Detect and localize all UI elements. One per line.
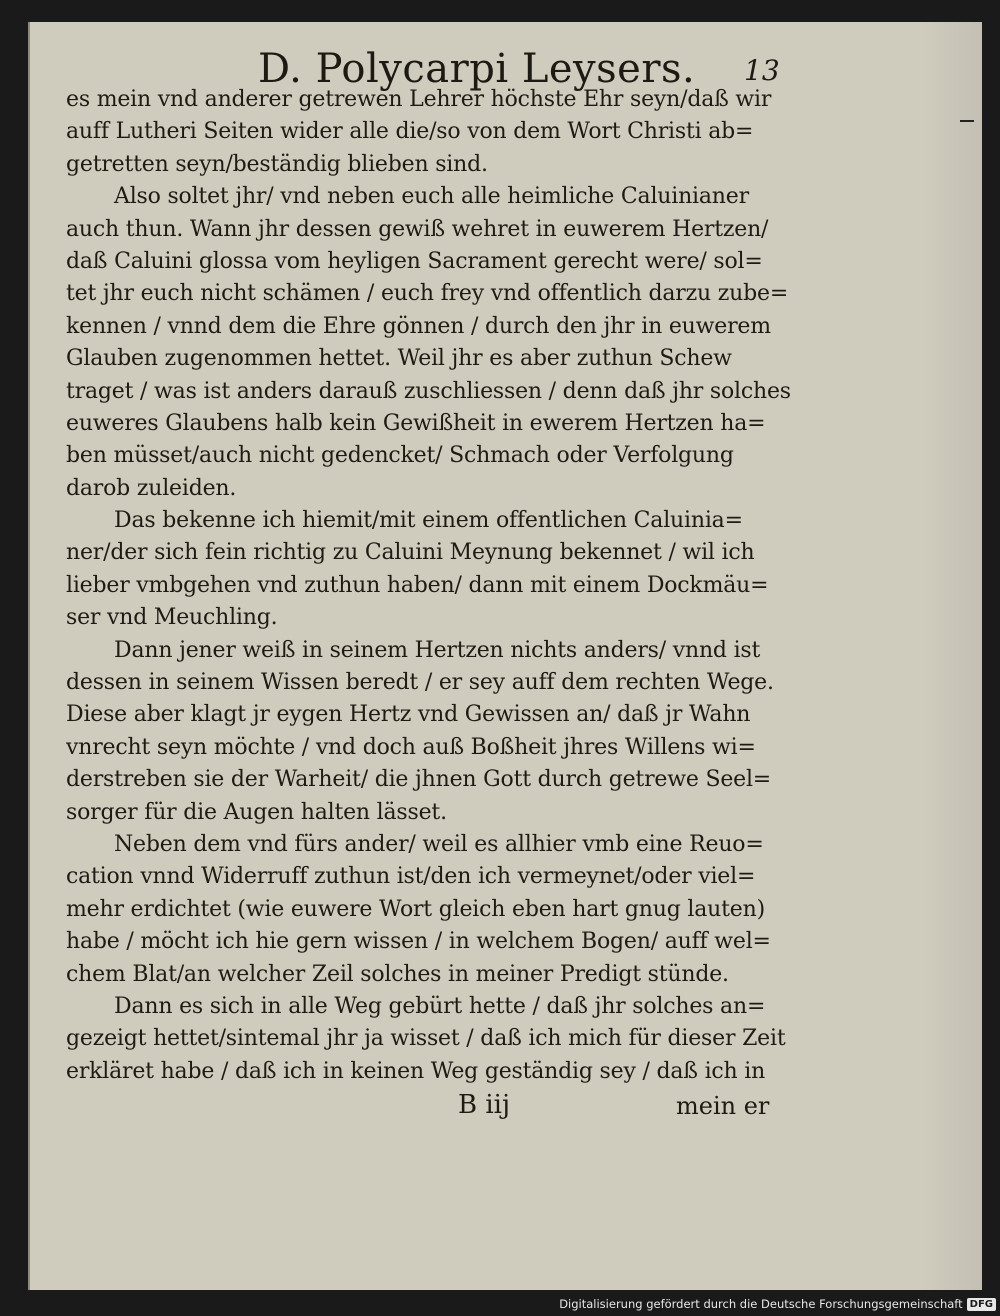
text-line: derstreben sie der Warheit/ die jhnen Gott durch getrewe Seel= <box>66 767 772 793</box>
book-page <box>28 22 982 1290</box>
page-footer <box>30 1090 830 1130</box>
text-line: chem Blat/an welcher Zeil solches in meiner Predigt stünde. <box>66 961 729 987</box>
text-line: darob zuleiden. <box>66 475 237 501</box>
credit-text: Digitalisierung gefördert durch die Deutsche Forschungsgemeinschaft <box>559 1297 963 1311</box>
text-line: es mein vnd anderer getrewen Lehrer höchste Ehr seyn/daß wir <box>66 87 772 112</box>
signature-mark: B iij <box>458 1090 511 1120</box>
page-shading <box>922 22 982 1290</box>
text-line: Neben dem vnd fürs ander/ weil es allhier vmb eine Reuo= <box>114 831 764 857</box>
text-line: euweres Glaubens halb kein Gewißheit in ewerem Hertzen ha= <box>66 410 766 436</box>
margin-mark <box>960 120 974 122</box>
page-number: 13 <box>744 54 780 87</box>
body-text <box>66 84 806 1088</box>
text-line: kennen / vnnd dem die Ehre gönnen / durch den jhr in euwerem <box>66 313 771 339</box>
text-line: Also soltet jhr/ vnd neben euch alle heimliche Caluinianer <box>114 184 749 210</box>
text-line: lieber vmbgehen vnd zuthun haben/ dann mit einem Dockmäu= <box>66 572 769 598</box>
text-line: cation vnnd Widerruff zuthun ist/den ich vermeynet/oder viel= <box>66 864 756 890</box>
text-line: Dann es sich in alle Weg gebürt hette / daß jhr solches an= <box>114 993 766 1019</box>
text-line: getretten seyn/beständig blieben sind. <box>66 151 488 177</box>
text-line: mehr erdichtet (wie euwere Wort gleich eben hart gnug lauten) <box>66 896 765 922</box>
text-line: ser vnd Meuchling. <box>66 605 278 631</box>
text-line: daß Caluini glossa vom heyligen Sacrament gerecht were/ sol= <box>66 248 763 274</box>
text-line: auff Lutheri Seiten wider alle die/so von dem Wort Christi ab= <box>66 119 754 145</box>
text-line: Dann jener weiß in seinem Hertzen nichts anders/ vnnd ist <box>114 637 761 663</box>
running-head: D. Polycarpi Leysers. <box>258 46 696 92</box>
text-line: dessen in seinem Wissen beredt / er sey auff dem rechten Wege. <box>66 670 774 696</box>
text-line: Diese aber klagt jr eygen Hertz vnd Gewissen an/ daß jr Wahn <box>66 702 751 728</box>
text-line: vnrecht seyn möchte / vnd doch auß Boßheit jhres Willens wi= <box>66 734 756 760</box>
text-line: auch thun. Wann jhr dessen gewiß wehret in euwerem Hertzen/ <box>66 216 769 242</box>
text-line: tet jhr euch nicht schämen / euch frey vnd offentlich darzu zube= <box>66 281 789 307</box>
dfg-logo: DFG <box>967 1298 996 1311</box>
catchword: mein er <box>676 1092 770 1120</box>
digitization-credit <box>559 1294 996 1314</box>
text-line: Glauben zugenommen hettet. Weil jhr es aber zuthun Schew <box>66 346 732 372</box>
text-line: erkläret habe / daß ich in keinen Weg geständig sey / daß ich in <box>66 1058 766 1084</box>
text-line: traget / was ist anders darauß zuschliessen / denn daß jhr solches <box>66 378 791 404</box>
text-line: gezeigt hettet/sintemal jhr ja wisset / daß ich mich für dieser Zeit <box>66 1026 786 1052</box>
text-line: ner/der sich fein richtig zu Caluini Meynung bekennet / wil ich <box>66 540 755 566</box>
text-line: Das bekenne ich hiemit/mit einem offentlichen Caluinia= <box>114 508 743 534</box>
text-line: habe / möcht ich hie gern wissen / in welchem Bogen/ auff wel= <box>66 929 771 955</box>
text-line: ben müsset/auch nicht gedencket/ Schmach oder Verfolgung <box>66 443 734 469</box>
text-line: sorger für die Augen halten lässet. <box>66 799 447 825</box>
